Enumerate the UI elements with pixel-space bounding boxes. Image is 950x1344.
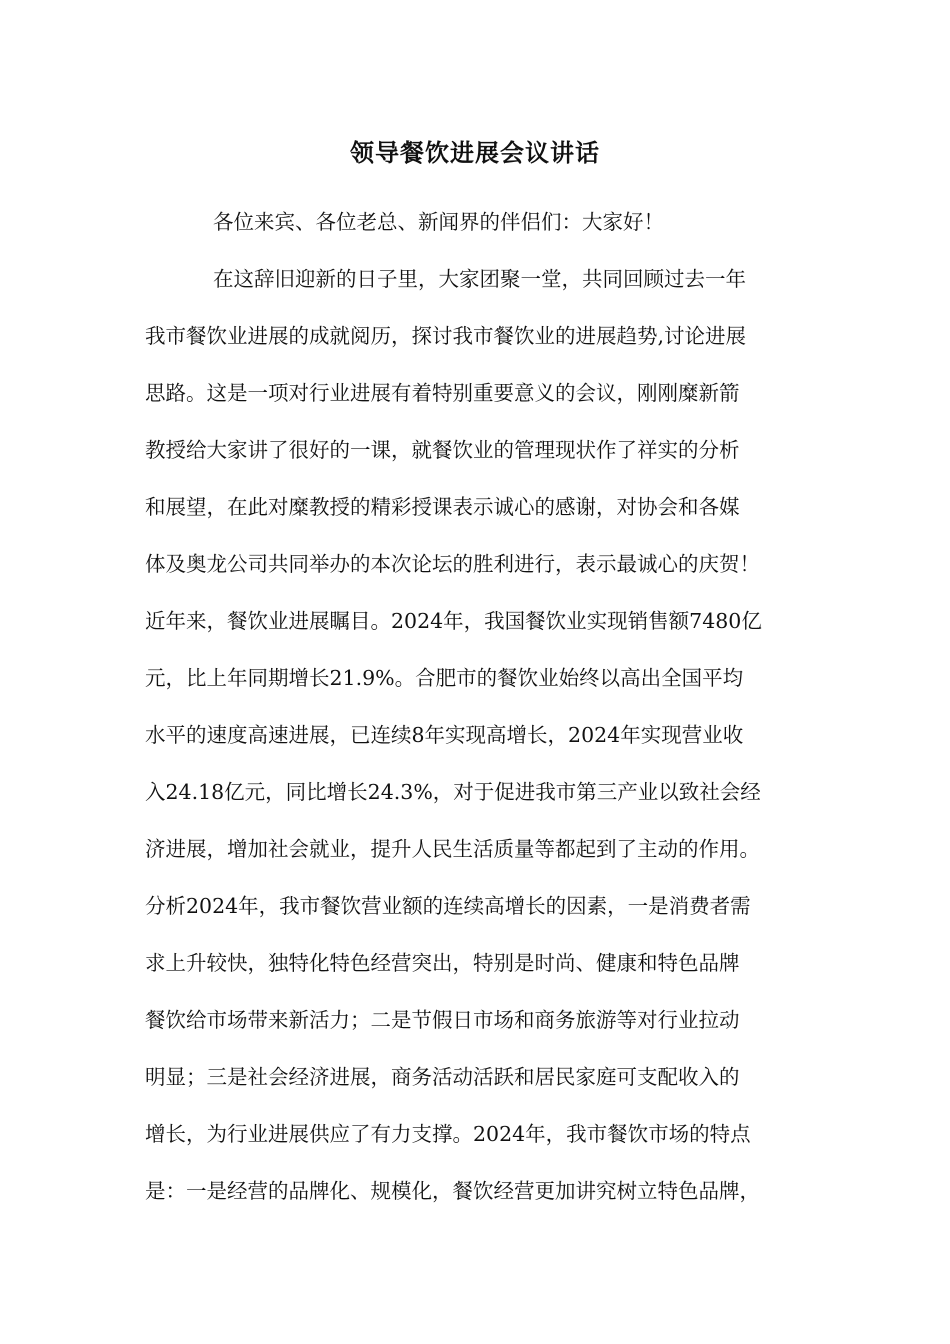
paragraph-line: 我市餐饮业进展的成就阅历，探讨我市餐饮业的进展趋势,讨论进展	[145, 324, 747, 348]
paragraph-line: 是：一是经营的品牌化、规模化，餐饮经营更加讲究树立特色品牌，	[145, 1179, 760, 1203]
paragraph-line: 在这辞旧迎新的日子里，大家团聚一堂，共同回顾过去一年	[213, 267, 746, 291]
paragraph-line: 明显；三是社会经济进展，商务活动活跃和居民家庭可支配收入的	[145, 1065, 740, 1089]
document-title: 领导餐饮进展会议讲话	[350, 138, 600, 167]
paragraph-line: 思路。这是一项对行业进展有着特别重要意义的会议，刚刚糜新箭	[145, 381, 740, 405]
paragraph-line: 和展望，在此对糜教授的精彩授课表示诚心的感谢，对协会和各媒	[145, 495, 740, 519]
paragraph-line: 入24.18亿元，同比增长24.3%，对于促进我市第三产业以致社会经	[145, 780, 761, 804]
paragraph-line: 餐饮给市场带来新活力；二是节假日市场和商务旅游等对行业拉动	[145, 1008, 740, 1032]
paragraph-line: 元，比上年同期增长21.9%。合肥市的餐饮业始终以高出全国平均	[145, 666, 744, 690]
paragraph-line: 近年来，餐饮业进展瞩目。2024年，我国餐饮业实现销售额7480亿	[145, 609, 762, 633]
paragraph-line: 水平的速度高速进展，已连续8年实现高增长，2024年实现营业收	[145, 723, 744, 747]
paragraph-line: 济进展，增加社会就业，提升人民生活质量等都起到了主动的作用。	[145, 837, 760, 861]
paragraph-line: 求上升较快，独特化特色经营突出，特别是时尚、健康和特色品牌	[145, 951, 740, 975]
paragraph-line: 增长，为行业进展供应了有力支撑。2024年，我市餐饮市场的特点	[145, 1122, 751, 1146]
paragraph-line: 体及奥龙公司共同举办的本次论坛的胜利进行，表示最诚心的庆贺！	[145, 552, 760, 576]
paragraph-line: 分析2024年，我市餐饮营业额的连续高增长的因素，一是消费者需	[145, 894, 751, 918]
paragraph-line: 教授给大家讲了很好的一课，就餐饮业的管理现状作了祥实的分析	[145, 438, 740, 462]
salutation-line: 各位来宾、各位老总、新闻界的伴侣们：大家好！	[213, 210, 664, 234]
